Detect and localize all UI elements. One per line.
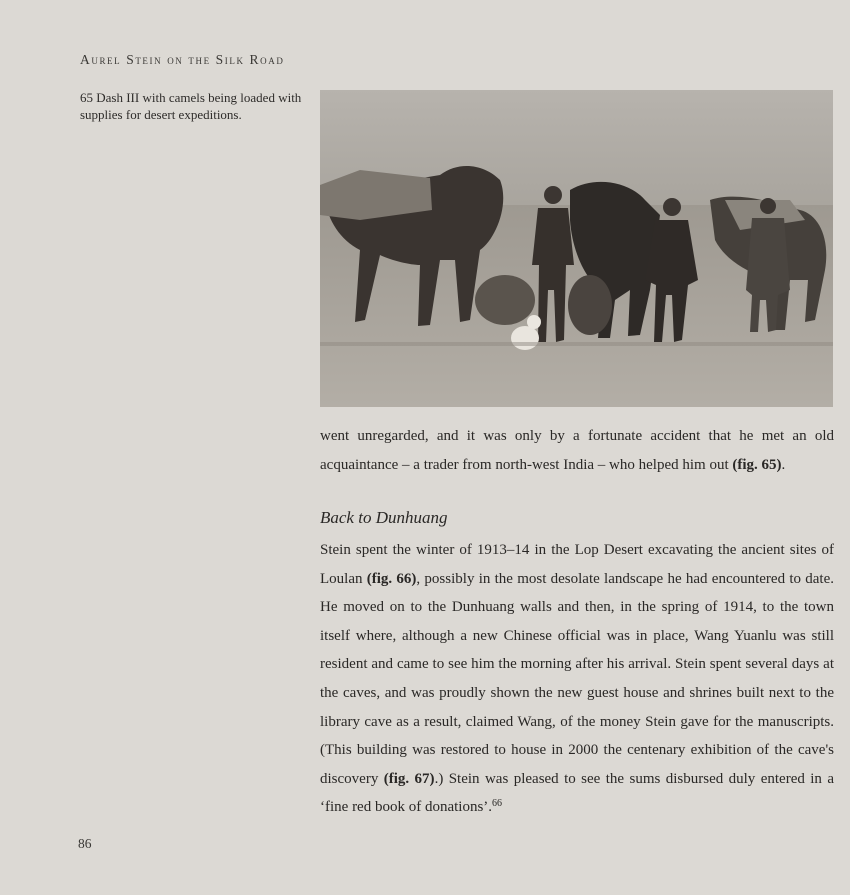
paragraph-1-text: went unregarded, and it was only by a fortunate accident that he met an old acquaintance – a trader from north-west India – who helped him out	[320, 428, 834, 473]
footnote-marker: 66	[492, 798, 503, 810]
figure-caption: 65 Dash III with camels being loaded with supplies for desert expeditions.	[80, 90, 302, 122]
fig-ref-66: (fig. 66)	[366, 570, 417, 587]
section-heading: Back to Dunhuang	[320, 508, 448, 527]
running-head: Aurel Stein on the Silk Road	[80, 52, 285, 67]
fig-ref-67: (fig. 67)	[383, 770, 435, 787]
page-number: 86	[78, 836, 92, 851]
paragraph-1-end: .	[781, 456, 786, 473]
paragraph-2-part2: , possibly in the most desolate landscape he had encountered to date. He moved on to the Dunhuang walls and then, in the spring of 1914, to the town itself where, although a new Chinese official was in place, Wang Yuanlu was still resident and came to see him the morning after his arrival. Stein spent several days at the caves, and was proudly shown the new guest house and shrines built next to the library cave as a result, claimed Wang, of the money Stein gave for the manuscripts. (This building was restored to house in 2000 the centenary exhibition of the cave's discovery	[320, 570, 834, 787]
paragraph-2	[320, 536, 834, 822]
photograph-camels	[320, 90, 833, 407]
paragraph-2-part1: Stein spent the winter of 1913–14 in the Lop Desert excavating the ancient sites of Loulan	[320, 542, 834, 587]
paragraph-1	[320, 422, 834, 479]
paragraph-2-part3: .) Stein was pleased to see the sums disbursed duly entered in a ‘fine red book of donations’.	[320, 770, 835, 816]
fig-ref-65: (fig. 65)	[732, 456, 782, 473]
